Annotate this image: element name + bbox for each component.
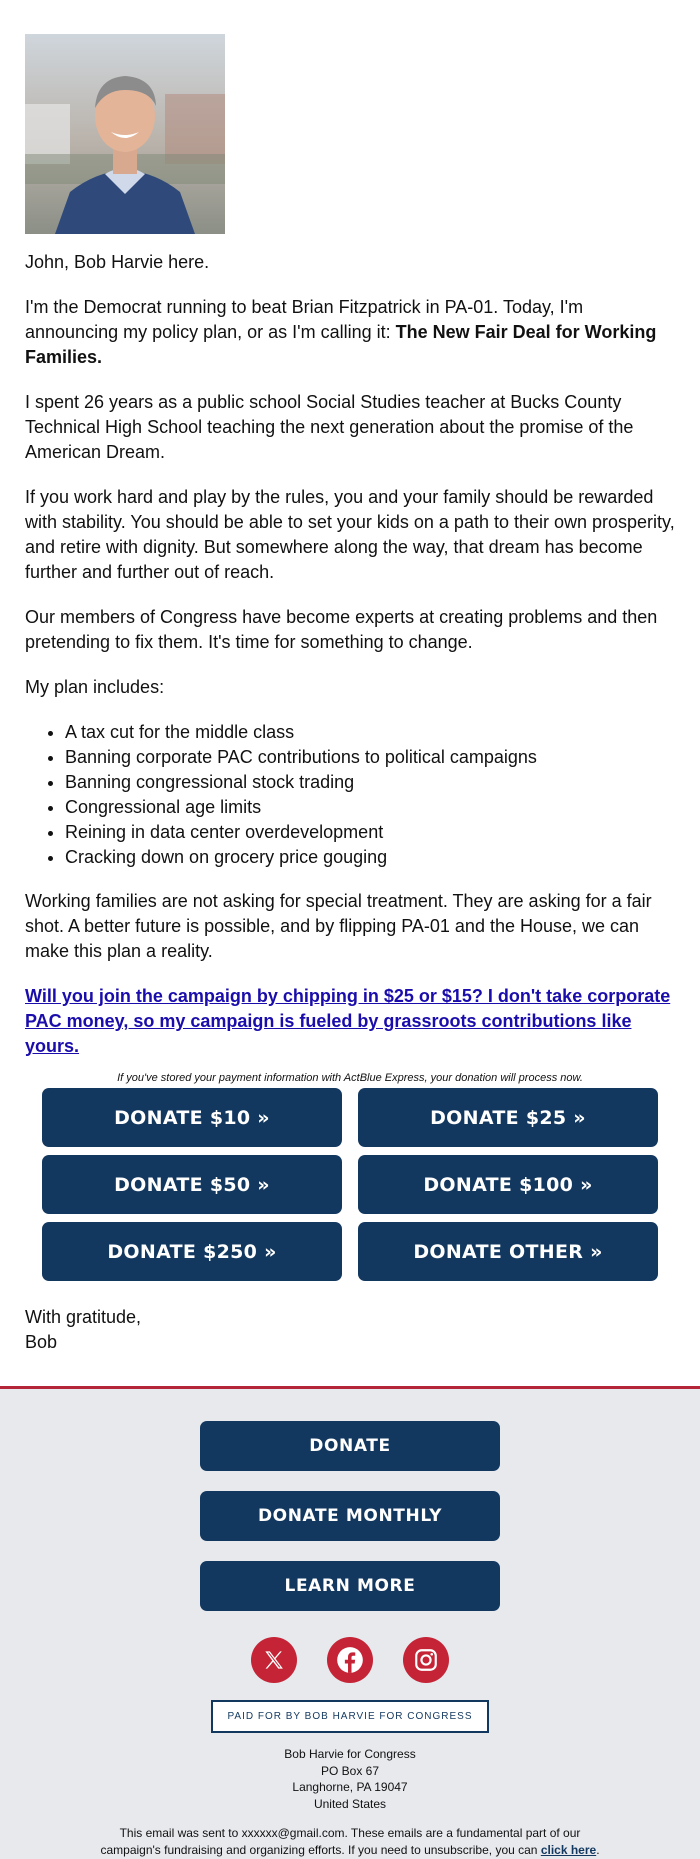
working-families-paragraph: Working families are not asking for special treatment. They are asking for a fair shot. A better future is possible, and by flipping PA-01 and the House, we can make this plan a reality.	[25, 891, 652, 961]
congress-paragraph: Our members of Congress have become experts at creating problems and then pretending to fix them. It's time for something to change.	[25, 607, 658, 652]
signoff	[25, 1305, 675, 1355]
intro-paragraph	[25, 295, 675, 370]
donate-250-button[interactable]: DONATE $250 »	[42, 1222, 342, 1281]
facebook-icon[interactable]	[327, 1637, 373, 1683]
sent-note-text: This email was sent to xxxxxx@gmail.com. These emails are a fundamental part of our campaign's fundraising and organizing efforts. If you need to unsubscribe, you can	[100, 1826, 581, 1857]
donate-button-grid	[25, 1088, 675, 1281]
x-icon[interactable]	[251, 1637, 297, 1683]
social-links	[0, 1637, 700, 1683]
unsubscribe-link[interactable]: click here	[540, 1842, 597, 1857]
actblue-express-note: If you've stored your payment information with ActBlue Express, your donation will process now.	[117, 1072, 583, 1084]
donation-ask-link[interactable]: Will you join the campaign by chipping in $25 or $15? I don't take corporate PAC money, so my campaign is fueled by grassroots contributions like yours.	[25, 986, 671, 1056]
greeting: John, Bob Harvie here.	[25, 252, 210, 272]
list-item: • Cracking down on grocery price gouging	[65, 845, 675, 870]
email-sent-note	[90, 1825, 610, 1858]
signature: Bob	[25, 1332, 58, 1352]
address-po-box: PO Box 67	[320, 1763, 380, 1778]
list-item: • Reining in data center overdevelopment	[65, 820, 675, 845]
plan-list	[25, 720, 675, 870]
plan-name: The New Fair Deal for Working Families.	[25, 322, 657, 367]
list-item: • A tax cut for the middle class	[65, 720, 675, 745]
donate-100-button[interactable]: DONATE $100 »	[358, 1155, 658, 1214]
email-footer	[0, 1386, 700, 1859]
footer-donate-monthly-button[interactable]: DONATE MONTHLY	[200, 1491, 500, 1541]
footer-donate-button[interactable]: DONATE	[200, 1421, 500, 1471]
list-item: • Congressional age limits	[65, 795, 675, 820]
donate-25-button[interactable]: DONATE $25 »	[358, 1088, 658, 1147]
mailing-address	[0, 1746, 700, 1812]
address-country: United States	[313, 1796, 387, 1811]
dream-paragraph: If you work hard and play by the rules, you and your family should be rewarded with stability. You should be able to set your kids on a path to their own prosperity, and retire with dignity. But somewhere along the way, that dream has become further and further out of reach.	[25, 487, 675, 582]
list-item: • Banning corporate PAC contributions to political campaigns	[65, 745, 675, 770]
plan-intro: My plan includes:	[25, 677, 165, 697]
candidate-photo	[25, 34, 225, 234]
address-org: Bob Harvie for Congress	[284, 1747, 416, 1761]
donate-50-button[interactable]: DONATE $50 »	[42, 1155, 342, 1214]
intro-text: I'm the Democrat running to beat Brian Fitzpatrick in PA-01. Today, I'm announcing my policy plan, or as I'm calling it:	[25, 297, 584, 342]
footer-learn-more-button[interactable]: LEARN MORE	[200, 1561, 500, 1611]
sent-note-end: .	[596, 1842, 600, 1857]
teacher-paragraph: I spent 26 years as a public school Social Studies teacher at Bucks County Technical High School teaching the next generation about the promise of the American Dream.	[25, 392, 634, 462]
donate-10-button[interactable]: DONATE $10 »	[42, 1088, 342, 1147]
address-city: Langhorne, PA 19047	[292, 1780, 408, 1794]
signoff-line: With gratitude,	[25, 1307, 142, 1327]
list-item: • Banning congressional stock trading	[65, 770, 675, 795]
instagram-icon[interactable]	[403, 1637, 449, 1683]
donate-other-button[interactable]: DONATE OTHER »	[358, 1222, 658, 1281]
paid-for-disclaimer: PAID FOR BY BOB HARVIE FOR CONGRESS	[211, 1700, 489, 1733]
